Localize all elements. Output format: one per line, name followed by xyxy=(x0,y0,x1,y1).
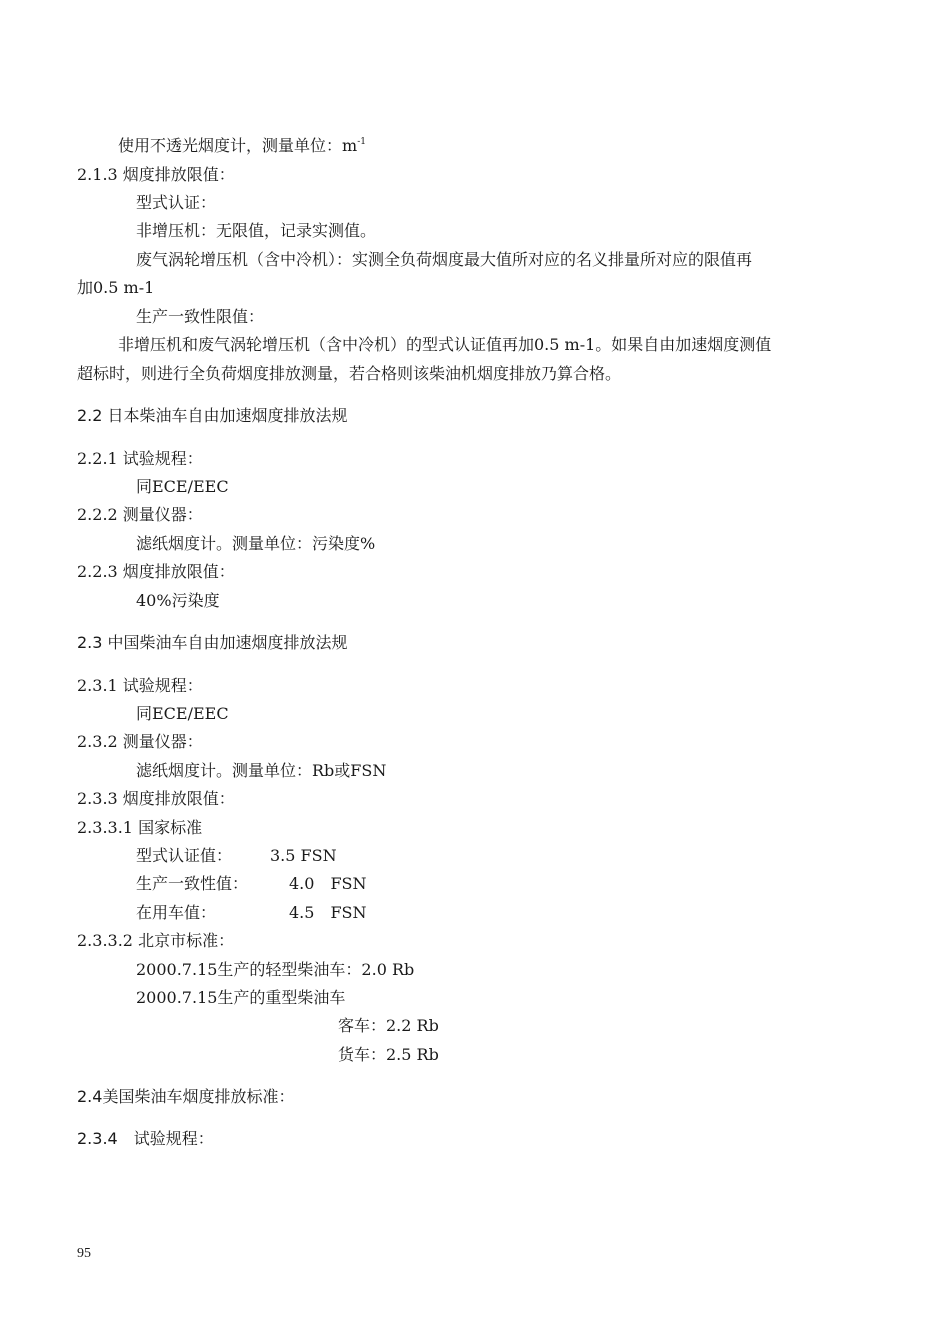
superscript: -1 xyxy=(357,137,366,147)
page-number: 95 xyxy=(77,1246,91,1261)
paragraph-line: 加0.5 m-1 xyxy=(77,278,155,297)
paragraph-line: 同ECE/EEC xyxy=(136,704,229,723)
paragraph-line: 型式认证： xyxy=(136,193,217,212)
subsection-title: 2.3.1 试验规程： xyxy=(77,676,203,695)
limit-value: 货车：2.5 Rb xyxy=(338,1045,439,1064)
paragraph-line xyxy=(118,136,366,156)
paragraph-line: 2000.7.15生产的轻型柴油车：2.0 Rb xyxy=(136,960,415,979)
limit-value: 3.5 FSN xyxy=(270,846,337,865)
subsection-title: 2.1.3 烟度排放限值： xyxy=(77,165,235,184)
paragraph-line: 废气涡轮增压机（含中冷机）：实测全负荷烟度最大值所对应的名义排量所对应的限值再 xyxy=(136,250,753,269)
limit-value: 4.0 FSN xyxy=(289,874,367,893)
paragraph-line: 滤纸烟度计。测量单位：Rb或FSN xyxy=(136,761,387,780)
subsection-title: 2.2.3 烟度排放限值： xyxy=(77,562,235,581)
subsection-title: 2.3.2 测量仪器： xyxy=(77,732,203,751)
paragraph-line: 非增压机和废气涡轮增压机（含中冷机）的型式认证值再加0.5 m-1。如果自由加速烟度测值 xyxy=(118,335,772,354)
subsection-title: 2.2.1 试验规程： xyxy=(77,449,203,468)
section-heading: 2.4美国柴油车烟度排放标准： xyxy=(77,1087,295,1106)
limit-label: 生产一致性值： xyxy=(136,874,249,893)
subsection-title: 2.3.3.2 北京市标准： xyxy=(77,931,235,950)
limit-label: 在用车值： xyxy=(136,903,217,922)
limit-value: 客车：2.2 Rb xyxy=(338,1016,439,1035)
paragraph-line: 2000.7.15生产的重型柴油车 xyxy=(136,988,346,1007)
section-heading: 2.3 中国柴油车自由加速烟度排放法规 xyxy=(77,633,348,652)
paragraph-line: 同ECE/EEC xyxy=(136,477,229,496)
section-heading: 2.2 日本柴油车自由加速烟度排放法规 xyxy=(77,406,348,425)
paragraph-line: 超标时，则进行全负荷烟度排放测量，若合格则该柴油机烟度排放乃算合格。 xyxy=(77,364,622,383)
subsection-title: 2.3.3.1 国家标准 xyxy=(77,818,203,837)
subsection-title: 2.3.4 试验规程： xyxy=(77,1129,214,1148)
paragraph-line: 生产一致性限值： xyxy=(136,307,265,326)
limit-value: 4.5 FSN xyxy=(289,903,367,922)
subsection-title: 2.3.3 烟度排放限值： xyxy=(77,789,235,808)
limit-label: 型式认证值： xyxy=(136,846,233,865)
paragraph-line: 滤纸烟度计。测量单位：污染度% xyxy=(136,534,376,553)
subsection-title: 2.2.2 测量仪器： xyxy=(77,505,203,524)
paragraph-line: 40%污染度 xyxy=(136,591,220,610)
text-run: 使用不透光烟度计，测量单位：m xyxy=(118,136,358,155)
paragraph-line: 非增压机：无限值，记录实测值。 xyxy=(136,221,377,240)
